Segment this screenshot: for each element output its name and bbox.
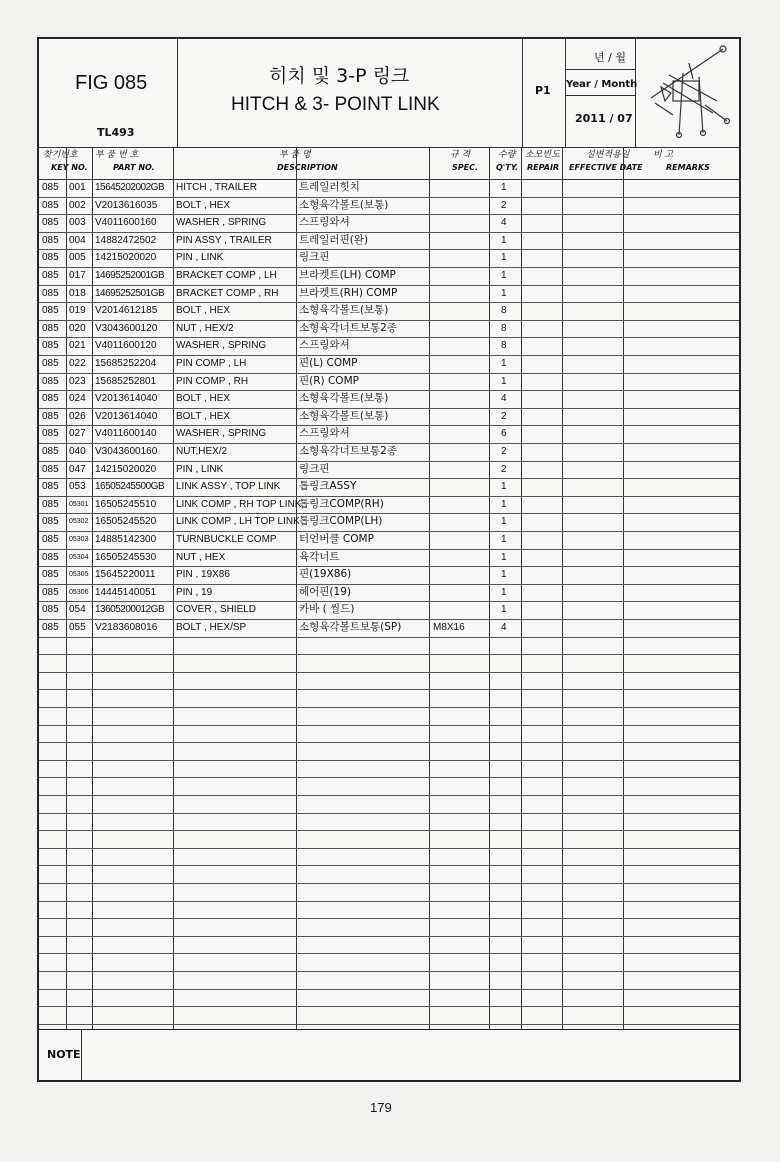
- table-row: [39, 408, 739, 426]
- row-qty: 2: [501, 463, 507, 475]
- row-description-kr: 소형육각볼트(보통): [299, 198, 389, 211]
- row-description-en: HITCH , TRAILER: [176, 182, 257, 193]
- row-part-no: 14885142300: [95, 534, 157, 545]
- table-row: [39, 285, 739, 303]
- issue-date: 2011 / 07: [575, 112, 633, 125]
- row-description-kr: 핀(L) COMP: [299, 357, 358, 369]
- row-description-en: WASHER , SPRING: [176, 428, 267, 440]
- row-part-no: V2013616035: [95, 199, 158, 211]
- row-part-no: 14445140051: [95, 586, 157, 598]
- row-part-no: 15645220011: [95, 569, 156, 581]
- row-description-en: COVER , SHIELD: [176, 604, 257, 616]
- row-description-kr: 스프링와셔: [299, 427, 350, 440]
- header-spec: SPEC.: [452, 163, 478, 172]
- row-fig: 085: [42, 375, 59, 387]
- row-fig: 085: [42, 199, 59, 211]
- row-fig: 085: [42, 481, 59, 493]
- row-key-no: 019: [69, 305, 86, 317]
- row-part-no: 14215020020: [95, 463, 157, 475]
- row-qty: 4: [501, 217, 507, 229]
- header-repair-kr: 소모빈도: [525, 150, 560, 160]
- row-description-kr: 핀(R) COMP: [299, 374, 359, 387]
- row-fig: 085: [42, 498, 59, 510]
- row-key-no: 023: [69, 375, 86, 387]
- row-description-en: WASHER , SPRING: [176, 217, 267, 229]
- header-part-kr: 부 품 번 호: [95, 150, 139, 160]
- row-key-no: 054: [69, 604, 86, 616]
- row-description-en: PIN ASSY , TRAILER: [176, 234, 272, 246]
- table-row: [39, 461, 739, 479]
- table-row: [39, 355, 739, 373]
- row-part-no: 15685252801: [95, 375, 157, 387]
- row-key-no: 05306: [69, 588, 89, 596]
- row-description-kr: 톱링크ASSY: [299, 480, 357, 493]
- header-desc-kr: 부 품 명: [279, 150, 311, 160]
- table-row: [39, 425, 739, 443]
- row-part-no: 14695252001GB: [95, 270, 165, 281]
- model-code: TL493: [97, 126, 135, 139]
- row-key-no: 05303: [69, 536, 89, 543]
- row-fig: 085: [42, 516, 59, 528]
- row-description-kr: 육각너트: [299, 550, 340, 563]
- row-description-kr: 핀(19X86): [299, 568, 352, 581]
- row-description-kr: 스프링와셔: [299, 216, 350, 229]
- row-qty: 1: [501, 252, 507, 264]
- year-month-korean: 년 / 월: [594, 51, 626, 64]
- row-part-no: V2183608016: [95, 622, 158, 633]
- row-description-en: BOLT , HEX: [176, 393, 231, 405]
- row-description-en: PIN COMP , LH: [176, 358, 247, 369]
- header-remarks: REMARKS: [666, 163, 710, 172]
- row-part-no: 14695252501GB: [95, 287, 165, 299]
- row-description-kr: 소형육각볼트보통(SP): [299, 621, 402, 633]
- row-fig: 085: [42, 217, 59, 229]
- row-description-kr: 헤어핀(19): [299, 585, 351, 598]
- row-qty: 2: [501, 410, 507, 422]
- row-key-no: 040: [69, 446, 86, 457]
- table-row: [39, 302, 739, 320]
- table-row: [39, 197, 739, 215]
- row-key-no: 001: [69, 182, 86, 193]
- row-qty: 1: [501, 534, 507, 545]
- row-qty: 1: [501, 481, 507, 493]
- row-key-no: 020: [69, 322, 86, 334]
- row-fig: 085: [42, 182, 59, 193]
- table-row: [39, 549, 739, 567]
- row-spec: M8X16: [433, 622, 465, 633]
- hitch-drawing-icon: [643, 43, 735, 143]
- row-description-kr: 브라켓트(LH) COMP: [299, 269, 396, 281]
- row-description-kr: 소형육각너트보통2종: [299, 445, 397, 457]
- row-fig: 085: [42, 340, 59, 352]
- row-qty: 8: [501, 340, 507, 352]
- row-description-en: NUT,HEX/2: [176, 446, 228, 457]
- row-qty: 1: [501, 358, 507, 369]
- row-part-no: 16505245530: [95, 551, 157, 563]
- row-description-kr: 소형육각볼트(보통): [299, 392, 389, 405]
- row-key-no: 021: [69, 340, 86, 352]
- row-qty: 1: [501, 586, 507, 598]
- header-effective-date: EFFECTIVE DATE: [569, 163, 643, 172]
- row-part-no: 13605200012GB: [95, 604, 165, 616]
- row-key-no: 002: [69, 199, 86, 211]
- row-fig: 085: [42, 305, 59, 317]
- row-part-no: 15685252204: [95, 358, 157, 369]
- row-part-no: 16505245500GB: [95, 481, 165, 493]
- row-fig: 085: [42, 393, 59, 405]
- table-row: [39, 566, 739, 584]
- row-description-en: PIN , LINK: [176, 463, 224, 475]
- row-description-kr: 톱링크COMP(RH): [299, 497, 384, 510]
- row-qty: 1: [501, 516, 507, 528]
- row-key-no: 003: [69, 217, 86, 229]
- row-description-en: NUT , HEX: [176, 551, 226, 563]
- parts-sheet: [37, 37, 741, 1082]
- parts-table: [39, 179, 739, 1029]
- row-part-no: 15645202002GB: [95, 182, 165, 193]
- row-key-no: 005: [69, 252, 86, 264]
- row-fig: 085: [42, 270, 59, 281]
- title-korean: 히치 및 3-P 링크: [269, 65, 410, 87]
- row-key-no: 047: [69, 463, 86, 475]
- row-description-en: TURNBUCKLE COMP: [176, 534, 277, 545]
- row-key-no: 053: [69, 481, 86, 493]
- row-part-no: 16505245510: [95, 498, 157, 510]
- row-part-no: V3043600160: [95, 446, 158, 457]
- row-description-en: LINK ASSY , TOP LINK: [176, 481, 281, 493]
- row-key-no: 026: [69, 410, 86, 422]
- row-part-no: 14882472502: [95, 234, 157, 246]
- row-key-no: 022: [69, 358, 86, 369]
- row-description-kr: 카바 ( 씰드): [299, 603, 355, 616]
- row-description-kr: 소형육각볼트(보통): [299, 409, 389, 422]
- row-description-kr: 소형육각볼트(보통): [299, 304, 389, 317]
- row-qty: 1: [501, 498, 507, 510]
- header-spec-kr: 규 격: [450, 150, 471, 160]
- header-repair: REPAIR: [527, 163, 560, 172]
- table-row: [39, 267, 739, 285]
- row-part-no: V3043600120: [95, 322, 158, 334]
- row-fig: 085: [42, 463, 59, 475]
- row-fig: 085: [42, 569, 59, 581]
- table-row: [39, 531, 739, 549]
- row-key-no: 05302: [69, 518, 89, 526]
- row-description-en: PIN COMP , RH: [176, 375, 249, 387]
- row-description-en: BRACKET COMP , LH: [176, 270, 277, 281]
- row-description-en: LINK COMP , LH TOP LINK: [176, 516, 300, 528]
- row-key-no: 024: [69, 393, 86, 405]
- figure-number: FIG 085: [75, 72, 148, 94]
- row-fig: 085: [42, 410, 59, 422]
- table-row: [39, 337, 739, 355]
- row-qty: 1: [501, 287, 507, 299]
- table-row: [39, 443, 739, 461]
- row-description-en: NUT , HEX/2: [176, 322, 234, 334]
- row-qty: 1: [501, 569, 507, 581]
- row-fig: 085: [42, 534, 59, 545]
- row-fig: 085: [42, 287, 59, 299]
- row-qty: 2: [501, 446, 507, 457]
- row-part-no: V4011600120: [95, 340, 157, 352]
- row-part-no: V2013614040: [95, 393, 158, 405]
- row-part-no: V2014612185: [95, 305, 158, 317]
- table-row: [39, 513, 739, 531]
- row-part-no: V4011600160: [95, 217, 157, 229]
- row-key-no: 017: [69, 270, 86, 281]
- row-qty: 1: [501, 551, 507, 563]
- row-part-no: V2013614040: [95, 410, 158, 422]
- year-month-label: Year / Month: [566, 79, 638, 90]
- table-row: [39, 478, 739, 496]
- table-row: [39, 214, 739, 232]
- row-key-no: 05304: [69, 553, 89, 561]
- table-row: [39, 584, 739, 602]
- row-description-kr: 브라켓트(RH) COMP: [299, 286, 398, 299]
- row-description-kr: 스프링와셔: [299, 339, 350, 352]
- row-part-no: 14215020020: [95, 252, 157, 264]
- row-description-kr: 소형육각너트보통2종: [299, 321, 397, 334]
- row-qty: 8: [501, 305, 507, 317]
- row-description-kr: 터언버클 COMP: [299, 533, 374, 545]
- row-fig: 085: [42, 322, 59, 334]
- row-key-no: 05301: [69, 500, 89, 508]
- row-description-kr: 링크핀: [299, 462, 330, 475]
- row-description-en: BOLT , HEX/SP: [176, 622, 247, 633]
- header-key-kr: 찾기번호: [43, 150, 78, 160]
- row-key-no: 05305: [69, 571, 89, 579]
- row-fig: 085: [42, 622, 59, 633]
- header-effective-kr: 설변적용일: [586, 150, 630, 160]
- row-qty: 4: [501, 622, 507, 633]
- table-row: [39, 373, 739, 391]
- row-description-en: LINK COMP , RH TOP LINK: [176, 498, 302, 510]
- row-fig: 085: [42, 604, 59, 616]
- row-description-en: BOLT , HEX: [176, 410, 231, 422]
- header-description: DESCRIPTION: [277, 163, 338, 172]
- row-qty: 1: [501, 270, 507, 281]
- row-description-kr: 톱링크COMP(LH): [299, 515, 383, 528]
- row-fig: 085: [42, 446, 59, 457]
- page-number: 179: [370, 1100, 392, 1115]
- row-key-no: 004: [69, 234, 86, 246]
- row-key-no: 055: [69, 622, 86, 633]
- row-qty: 1: [501, 234, 507, 246]
- table-row: [39, 232, 739, 250]
- row-fig: 085: [42, 234, 59, 246]
- table-row: [39, 601, 739, 619]
- row-fig: 085: [42, 358, 59, 369]
- header-qty-kr: 수량: [498, 150, 516, 160]
- row-qty: 8: [501, 322, 507, 334]
- row-qty: 4: [501, 393, 507, 405]
- row-fig: 085: [42, 586, 59, 598]
- row-fig: 085: [42, 551, 59, 563]
- row-description-kr: 트레일러힛치: [299, 181, 360, 193]
- row-part-no: V4011600140: [95, 428, 157, 440]
- note-label: NOTE: [47, 1048, 81, 1061]
- table-row: [39, 619, 739, 637]
- row-part-no: 16505245520: [95, 516, 157, 528]
- header-qty: Q'TY.: [496, 163, 519, 172]
- table-row: [39, 179, 739, 197]
- row-description-en: BOLT , HEX: [176, 199, 231, 211]
- table-row: [39, 496, 739, 514]
- row-description-en: PIN , LINK: [176, 252, 224, 264]
- title-english: HITCH & 3- POINT LINK: [231, 94, 440, 115]
- row-fig: 085: [42, 428, 59, 440]
- table-row: [39, 249, 739, 267]
- header-part: PART NO.: [113, 163, 155, 172]
- row-description-en: BRACKET COMP , RH: [176, 287, 279, 299]
- row-description-en: PIN , 19X86: [176, 569, 230, 581]
- row-qty: 1: [501, 375, 507, 387]
- row-qty: 1: [501, 182, 507, 193]
- row-fig: 085: [42, 252, 59, 264]
- header-remarks-kr: 비 고: [653, 150, 674, 160]
- row-qty: 1: [501, 604, 507, 616]
- row-key-no: 027: [69, 428, 86, 440]
- row-qty: 2: [501, 199, 507, 211]
- table-row: [39, 320, 739, 338]
- row-description-en: BOLT , HEX: [176, 305, 231, 317]
- row-qty: 6: [501, 428, 507, 440]
- table-row: [39, 390, 739, 408]
- row-key-no: 018: [69, 287, 86, 299]
- header-key: KEY NO.: [51, 163, 88, 172]
- row-description-kr: 링크핀: [299, 251, 330, 264]
- row-description-en: PIN , 19: [176, 586, 213, 598]
- row-description-en: WASHER , SPRING: [176, 340, 267, 352]
- row-description-kr: 트레일러핀(완): [299, 233, 369, 246]
- page-code: P1: [535, 84, 551, 97]
